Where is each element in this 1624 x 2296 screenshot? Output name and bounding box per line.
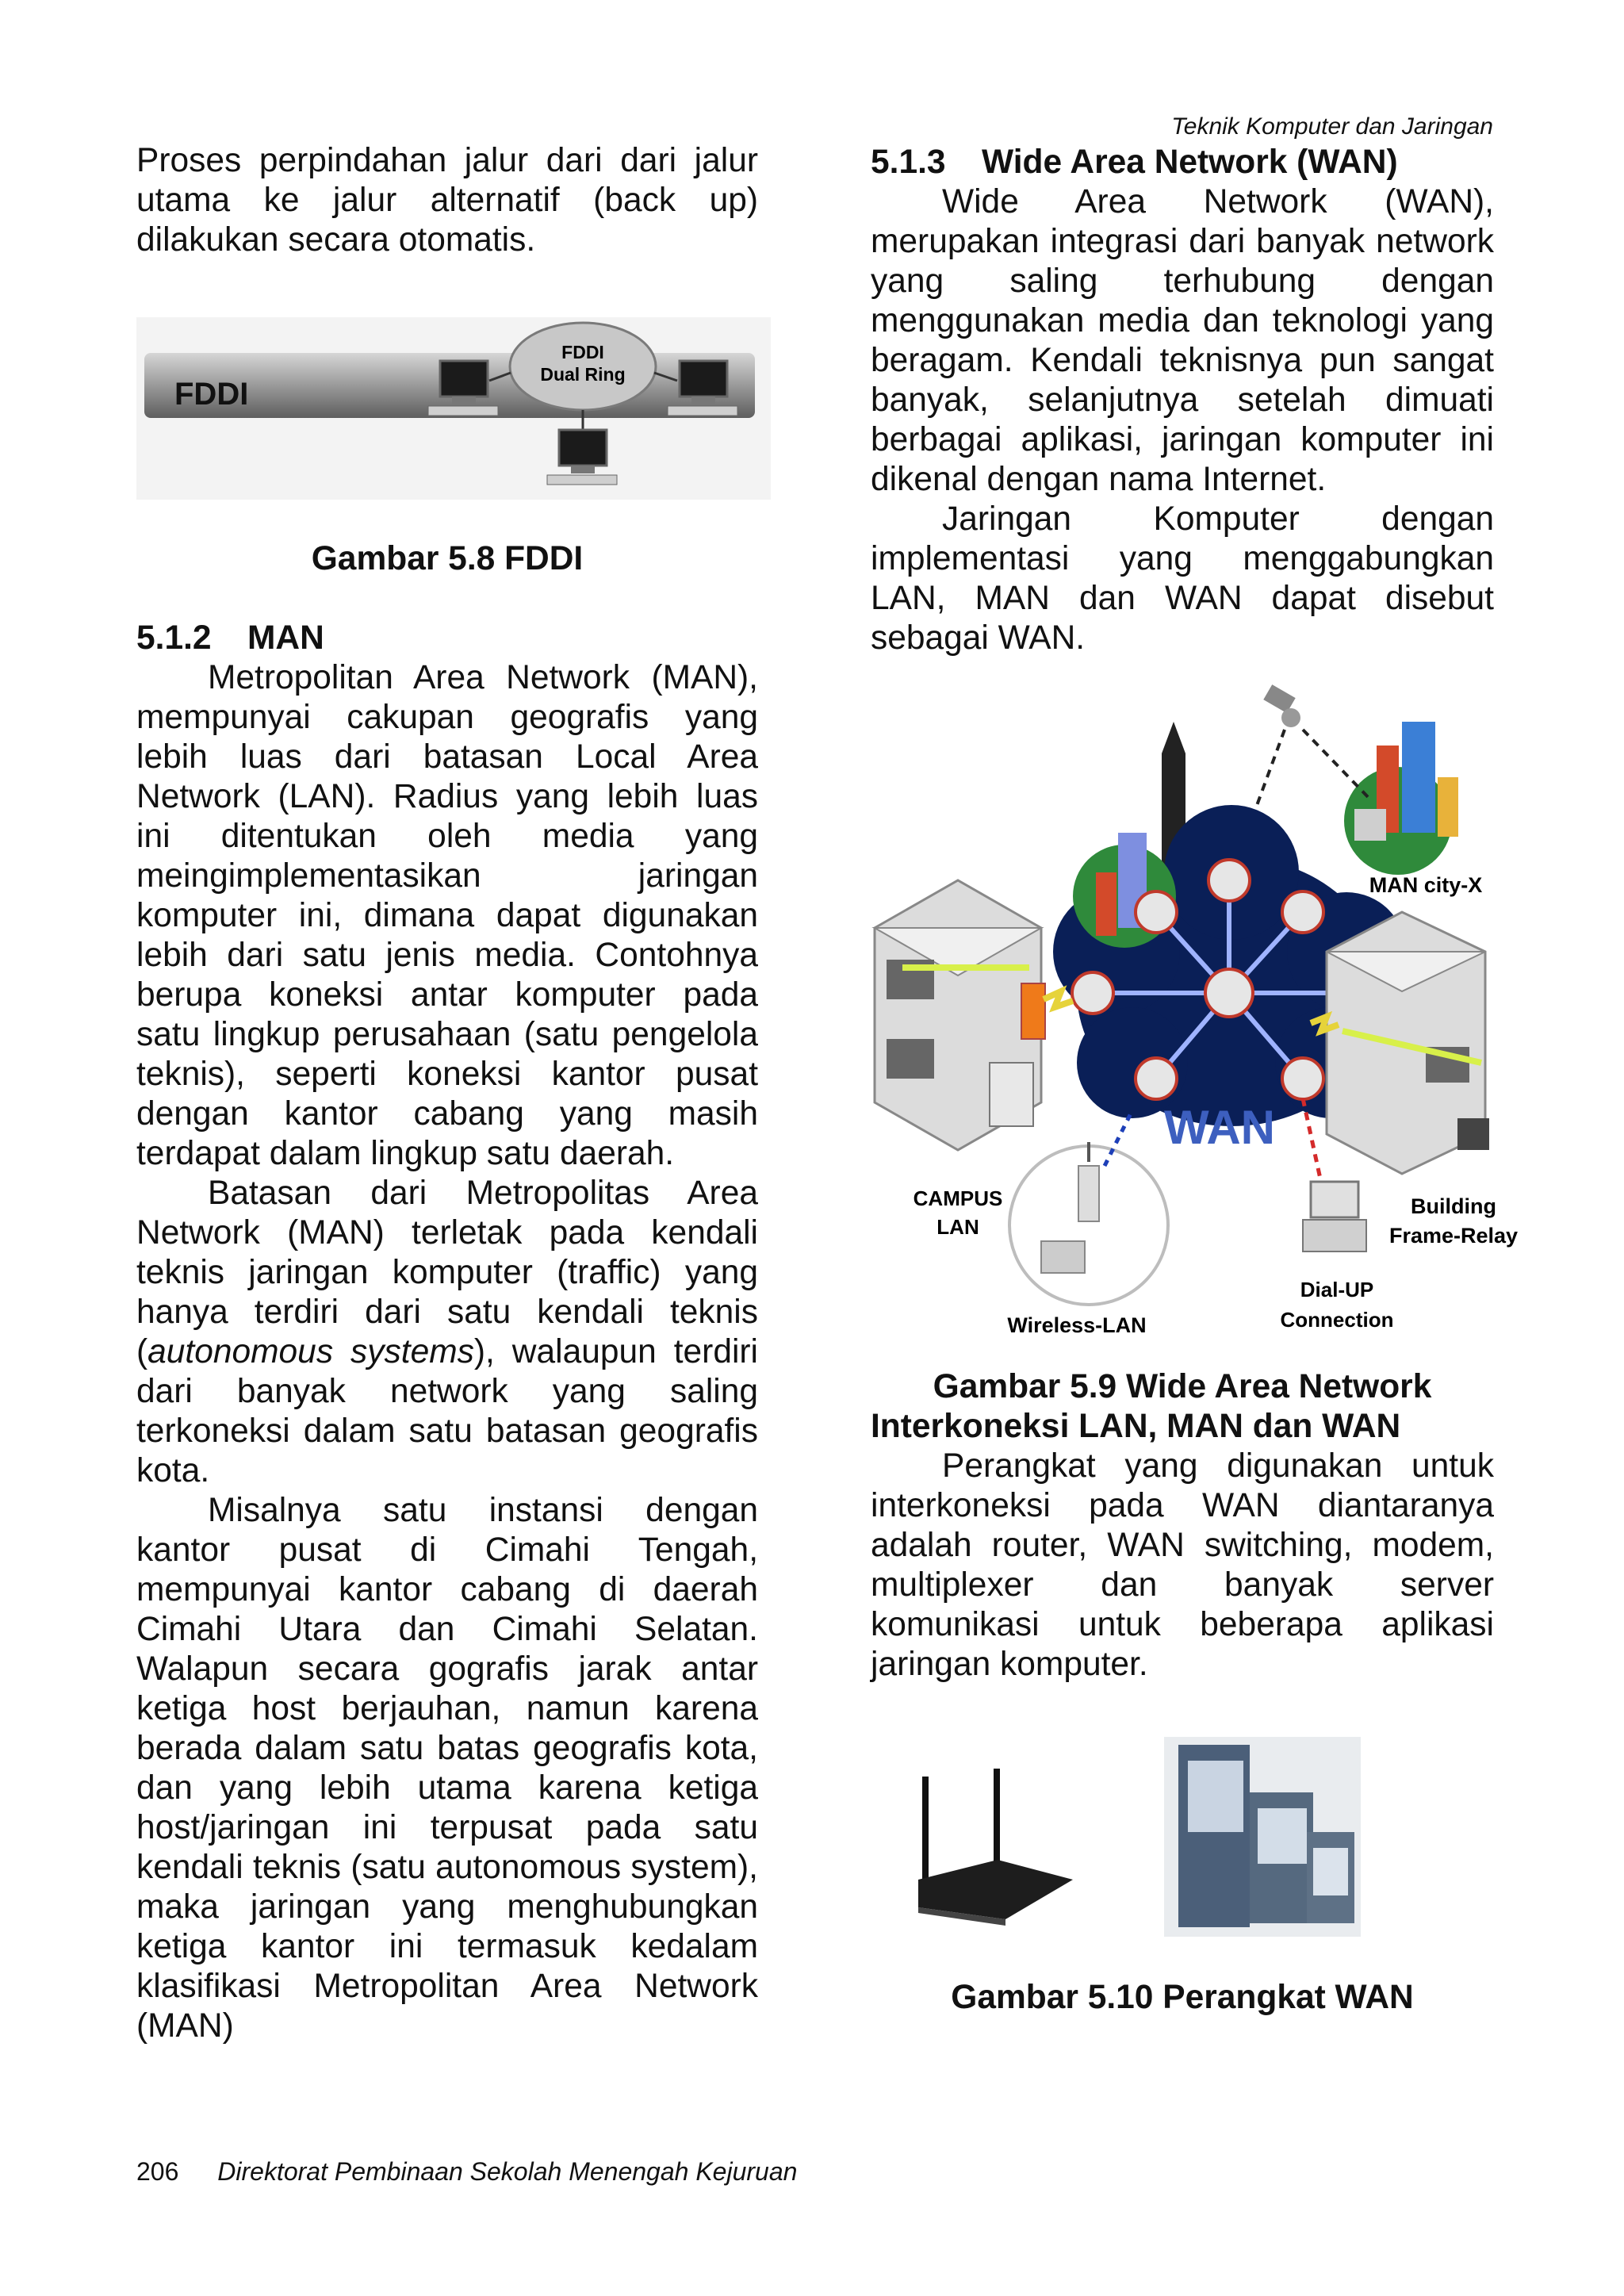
- router-icon: [1136, 891, 1177, 933]
- dialup-label-1: Dial-UP: [1300, 1278, 1374, 1301]
- wan-diagram: [871, 690, 1519, 1340]
- page-number: 206: [136, 2157, 179, 2186]
- firewall-icon: [1021, 983, 1045, 1039]
- running-header: Teknik Komputer dan Jaringan: [1171, 113, 1493, 140]
- campus-label-1: CAMPUS: [913, 1186, 1003, 1210]
- campus-building: [875, 880, 1045, 1150]
- section-number: 5.1.3: [871, 144, 946, 181]
- access-point-icon: [1078, 1166, 1099, 1221]
- router-device-icon: [918, 1769, 1073, 1926]
- left-column: [136, 141, 758, 2046]
- router-icon: [1208, 860, 1250, 901]
- figure-caption-5-10: Gambar 5.10 Perangkat WAN: [951, 1979, 1414, 2016]
- router-icon: [1282, 1058, 1323, 1099]
- wan-devices-illustration: [871, 1737, 1494, 1943]
- figure-wan-devices: [871, 1737, 1494, 1943]
- router-icon: [1282, 891, 1323, 933]
- dialup-label-2: Connection: [1280, 1308, 1394, 1332]
- router-icon: [1205, 969, 1253, 1017]
- figure-caption-5-8: Gambar 5.8 FDDI: [311, 540, 584, 577]
- wireless-label: Wireless-LAN: [1007, 1313, 1147, 1337]
- man-city-label: MAN city-X: [1369, 873, 1483, 897]
- building-label-1: Building: [1411, 1194, 1496, 1218]
- server-cabinets-icon: [1164, 1737, 1361, 1937]
- computer-icon: [1457, 1118, 1489, 1150]
- building-label-2: Frame-Relay: [1388, 1224, 1519, 1248]
- figure-wan: [871, 690, 1519, 1340]
- section-title: MAN: [247, 619, 324, 657]
- section-heading-man: [136, 619, 758, 658]
- figure-caption-5-9-line1: Gambar 5.9 Wide Area Network: [933, 1368, 1432, 1405]
- figure-fddi: [136, 317, 758, 500]
- dual-ring-label-1: FDDI: [561, 342, 604, 362]
- paragraph-wan-1: Wide Area Network (WAN), merupakan integrasi dari banyak network yang saling terhubung dengan menggunakan media dan teknologi yang beragam. Kendali teknisnya pun sangat banyak, selanjutnya setelah dimuati berbagai aplikasi, jaringan komputer ini dikenal dengan nama Internet.: [871, 183, 1494, 498]
- wan-label: WAN: [1164, 1101, 1275, 1154]
- section-number: 5.1.2: [136, 619, 212, 657]
- dual-ring-label-2: Dual Ring: [540, 364, 626, 385]
- section-title: Wide Area Network (WAN): [982, 144, 1398, 181]
- router-icon: [1136, 1058, 1177, 1099]
- paragraph-wan-2: Jaringan Komputer dengan implementasi yang menggabungkan LAN, MAN dan WAN dapat disebut sebagai WAN.: [871, 500, 1494, 657]
- dialup-computer-icon: [1303, 1182, 1366, 1251]
- right-column: [871, 141, 1519, 2018]
- paragraph-man-3: Misalnya satu instansi dengan kantor pusat di Cimahi Tengah, mempunyai kantor cabang di daerah Cimahi Utara dan Cimahi Selatan. Walapun secara gografis jarak antar ketiga host berjauhan, namun karena berada dalam satu batas geografis kota, dan yang lebih utama karena ketiga host/jaringan ini terpusat pada satu kendali teknis (satu autonomous system), maka jaringan yang menghubungkan ketiga kantor ini termasuk kedalam klasifikasi Metropolitan Area Network (MAN): [136, 1492, 758, 2045]
- section-heading-wan: [871, 143, 1494, 182]
- fddi-diagram: [136, 317, 771, 500]
- publisher-name: Direktorat Pembinaan Sekolah Menengah Kejuruan: [217, 2157, 798, 2186]
- page-footer: [136, 2157, 797, 2187]
- paragraph-man-2: Batasan dari Metropolitas Area Network (MAN) terletak pada kendali teknis jaringan komputer (traffic) yang hanya terdiri dari satu kendali teknis (autonomous systems), walaupun terdiri dari banyak network yang saling terkoneksi dalam satu batasan geografis kota.: [136, 1175, 758, 1489]
- laptop-icon: [1041, 1241, 1085, 1273]
- paragraph-wan-3: Perangkat yang digunakan untuk interkoneksi pada WAN diantaranya adalah router, WAN switching, modem, multiplexer dan banyak server komunikasi untuk beberapa aplikasi jaringan komputer.: [871, 1447, 1494, 1683]
- router-icon: [1072, 972, 1113, 1014]
- satellite-icon: [1263, 684, 1300, 727]
- campus-label-2: LAN: [936, 1215, 979, 1239]
- server-icon: [990, 1063, 1033, 1126]
- paragraph-man-1: Metropolitan Area Network (MAN), mempunyai cakupan geografis yang lebih luas dari batasan Local Area Network (LAN). Radius yang lebih luas ini ditentukan oleh media yang meingimplementasikan jaringan komputer ini, dimana dapat digunakan lebih dari satu jenis media. Contohnya berupa koneksi antar komputer pada satu lingkup perusahaan (satu pengelola teknis), seperti koneksi kantor pusat dengan kantor cabang yang masih terdapat dalam lingkup satu daerah.: [136, 659, 758, 1172]
- fddi-label: FDDI: [174, 377, 249, 412]
- paragraph-intro: Proses perpindahan jalur dari dari jalur utama ke jalur alternatif (back up) dilakukan secara otomatis.: [136, 142, 758, 259]
- figure-caption-5-9-line2: Interkoneksi LAN, MAN dan WAN: [871, 1408, 1401, 1445]
